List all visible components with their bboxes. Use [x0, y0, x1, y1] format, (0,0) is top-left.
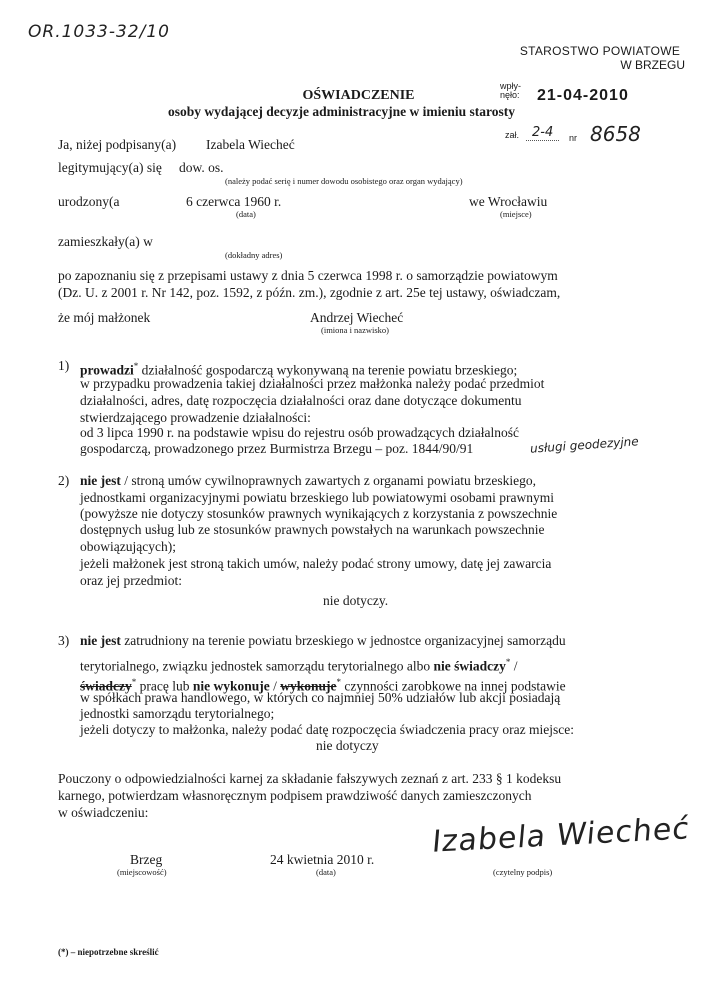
- stamp-line-2: W BRZEGU: [620, 58, 685, 72]
- point-3-struck-provide: świadczy: [80, 678, 132, 694]
- number-label: nr: [569, 133, 578, 143]
- point-1-line-3: działalności, adres, datę rozpoczęcia działalności oraz dane dotyczące dokumentu: [80, 393, 522, 408]
- point-3-not-provide: nie świadczy: [433, 658, 506, 674]
- office-stamp: [505, 44, 695, 72]
- point-3-line-2-text: terytorialnego, związku jednostek samorządu terytorialnego albo: [80, 658, 434, 674]
- signed-label: Ja, niżej podpisany(a): [58, 137, 177, 152]
- footnote: (*) – niepotrzebne skreślić: [58, 947, 159, 957]
- point-3-not-perform: nie wykonuje: [192, 678, 270, 694]
- point-1-line-6: gospodarczą, prowadzonego przez Burmistrza Brzegu – poz. 1844/90/91: [80, 441, 474, 456]
- place-value: Brzeg: [130, 852, 163, 867]
- date-value: 24 kwietnia 2010 r.: [270, 852, 375, 867]
- spouse-label: że mój małżonek: [58, 310, 151, 325]
- born-date: 6 czerwca 1960 r.: [186, 194, 282, 209]
- born-date-hint: (data): [236, 209, 256, 219]
- address-label: zamieszkały(a) w: [58, 234, 153, 249]
- point-2-keyword: nie jest: [80, 473, 121, 488]
- point-2-line-1: [80, 473, 536, 489]
- closing-line-1: Pouczony o odpowiedzialności karnej za składanie fałszywych zeznań z art. 233 § 1 kodeksu: [58, 771, 562, 786]
- footnote-star: *: [131, 677, 137, 687]
- point-3-slash: /: [510, 658, 518, 674]
- spouse-hint: (imiona i nazwisko): [321, 325, 389, 335]
- address-hint: (dokładny adres): [225, 250, 283, 260]
- point-2-answer: nie dotyczy.: [323, 593, 389, 608]
- document-title: OŚWIADCZENIE: [302, 88, 415, 103]
- point-3-line-2: [80, 654, 518, 675]
- intro-line-1: po zapoznaniu się z przepisami ustawy z dnia 5 czerwca 1998 r. o samorządzie powiatowym: [58, 268, 558, 283]
- footnote-star: *: [336, 677, 342, 687]
- point-1-keyword: prowadzi: [80, 362, 134, 378]
- intro-line-2: (Dz. U. z 2001 r. Nr 142, poz. 1592, z późn. zm.), zgodnie z art. 25e tej ustawy, oświadczam,: [58, 285, 561, 300]
- handwritten-margin-note: usługi geodezyjne: [529, 434, 640, 456]
- point-1-line-5: od 3 lipca 1990 r. na podstawie wpisu do rejestru osób prowadzących działalność: [80, 425, 520, 440]
- signature-hint: (czytelny podpis): [493, 867, 553, 877]
- point-2-line-7: oraz jej przedmiot:: [80, 573, 182, 588]
- id-label: legitymujący(a) się: [58, 160, 162, 175]
- point-2-text: / stroną umów cywilnoprawnych zawartych z organami powiatu brzeskiego,: [120, 473, 536, 488]
- point-3-number: 3): [58, 633, 70, 648]
- point-1-text: działalność gospodarczą wykonywaną na terenie powiatu brzeskiego;: [138, 362, 518, 378]
- born-place: we Wrocławiu: [469, 194, 548, 209]
- point-1-line-4: stwierdzającego prowadzenie działalności:: [80, 410, 311, 425]
- point-2-line-3: (powyższe nie dotyczy stosunków prawnych wynikających z korzystania z powszechnie: [80, 506, 558, 521]
- stamp-line-1: STAROSTWO POWIATOWE: [519, 44, 681, 58]
- place-hint: (miejscowość): [117, 867, 167, 877]
- id-value: dow. os.: [179, 160, 224, 175]
- handwritten-reference-number: OR.1033-32/10: [28, 22, 170, 42]
- point-2-number: 2): [58, 473, 70, 488]
- point-3-text: zatrudniony na terenie powiatu brzeskiego w jednostce organizacyjnej samorządu: [120, 633, 566, 648]
- number-value: 8658: [590, 122, 641, 146]
- point-3-struck-perform: wykonuje: [280, 678, 337, 694]
- point-3-line-6: jeżeli dotyczy to małżonka, należy podać datę rozpoczęcia świadczenia pracy oraz miejsce:: [80, 722, 574, 737]
- point-3-answer: nie dotyczy: [316, 738, 379, 753]
- born-place-hint: (miejsce): [500, 209, 532, 219]
- point-3-line-3-text-b: /: [269, 678, 281, 694]
- point-3-keyword: nie jest: [80, 633, 121, 648]
- closing-line-2: karnego, potwierdzam własnoręcznym podpisem prawdziwość danych zamieszczonych: [58, 788, 532, 803]
- point-3-line-5: jednostki samorządu terytorialnego;: [80, 706, 275, 721]
- footnote-star: *: [505, 657, 511, 667]
- point-1-line-2: w przypadku prowadzenia takiej działalności przez małżonka należy podać przedmiot: [80, 376, 545, 391]
- point-2-line-4: dostępnych usług lub ze stosunków prawnych powstałych na warunkach powszechnie: [80, 522, 545, 537]
- footnote-star: *: [133, 361, 139, 371]
- spouse-name: Andrzej Wiecheć: [310, 310, 404, 325]
- point-3-line-1: [80, 633, 566, 649]
- received-stamp-date: 21-04-2010: [537, 87, 629, 104]
- id-hint: (należy podać serię i numer dowodu osobistego oraz organ wydający): [225, 176, 463, 186]
- signed-name: Izabela Wiecheć: [206, 137, 295, 152]
- point-3-line-3-text-c: czynności zarobkowe na innej podstawie: [341, 678, 566, 694]
- point-2-line-5: obowiązujących);: [80, 539, 176, 554]
- registration-value: 2-4: [526, 125, 559, 141]
- point-3-line-4: w spółkach prawa handlowego, w których co najmniej 50% udziałów lub akcji posiadają: [80, 690, 561, 705]
- point-2-line-6: jeżeli małżonek jest stroną takich umów, należy podać strony umowy, datę jej zawarcia: [80, 556, 552, 571]
- registration-label: zał.: [505, 130, 520, 140]
- received-stamp-label: wpły- nęło:: [500, 81, 522, 100]
- point-2-line-2: jednostkami organizacyjnymi powiatu brzeskiego lub powiatowymi osobami prawnymi: [80, 490, 555, 505]
- document-subtitle: osoby wydającej decyzje administracyjne w imieniu starosty: [168, 104, 515, 119]
- handwritten-signature: Izabela Wiecheć: [430, 811, 692, 860]
- closing-line-3: w oświadczeniu:: [58, 805, 149, 820]
- born-label: urodzony(a: [58, 194, 120, 209]
- date-hint: (data): [316, 867, 336, 877]
- point-1-number: 1): [58, 358, 70, 373]
- point-3-line-3-text-a: pracę lub: [136, 678, 193, 694]
